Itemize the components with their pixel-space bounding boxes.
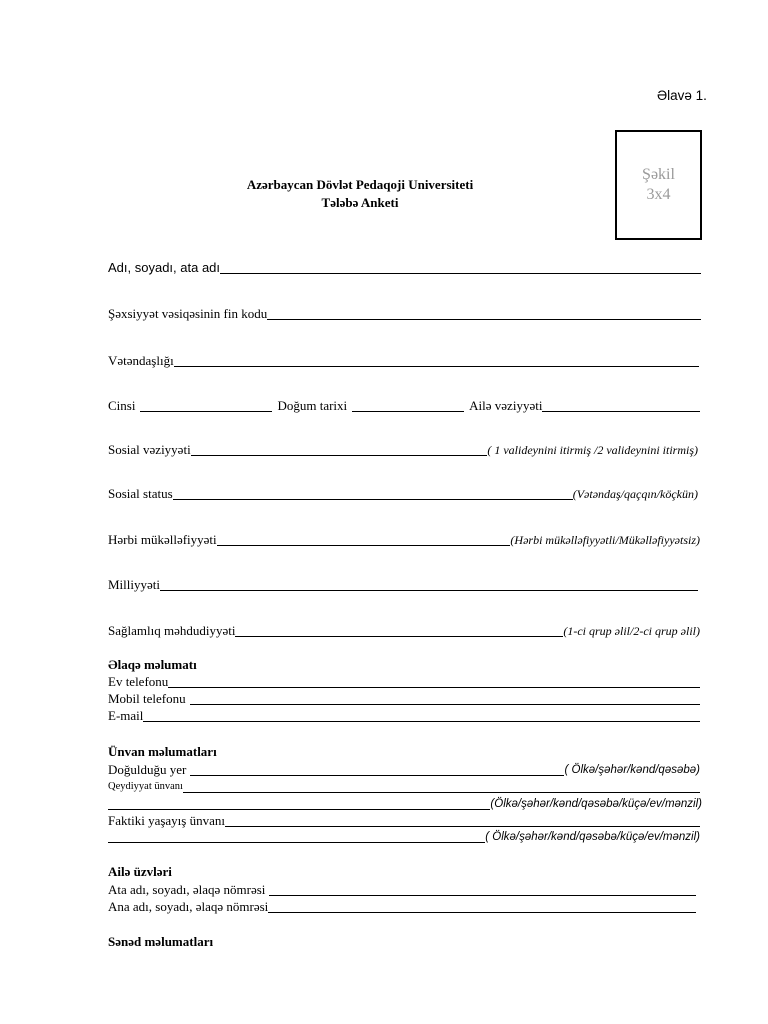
fin-code-label: Şəxsiyyət vəsiqəsinin fin kodu [108, 306, 268, 321]
actual-address-label: Faktiki yaşayış ünvanı [108, 813, 225, 828]
gender-birth-marital-row [108, 398, 700, 414]
health-label: Sağlamlıq məhdudiyyəti [108, 623, 236, 638]
home-phone-field[interactable] [108, 674, 700, 690]
military-label: Hərbi mükəlləfiyyəti [108, 532, 217, 547]
gender-label: Cinsi [108, 398, 136, 413]
actual-address-hint: ( Ölkə/şəhər/kənd/qəsəbə/küçə/ev/mənzil) [485, 831, 700, 843]
father-field[interactable] [108, 882, 696, 898]
fin-code-field[interactable] [108, 306, 701, 322]
appendix-label: Əlavə 1. [657, 88, 707, 103]
photo-placeholder [615, 130, 702, 240]
family-heading: Ailə üzvləri [108, 864, 172, 879]
citizenship-field[interactable] [108, 353, 699, 369]
birth-date-label: Doğum tarixi [277, 398, 348, 413]
mother-line[interactable] [268, 900, 696, 913]
contact-heading: Əlaqə məlumatı [108, 657, 197, 672]
registration-line-2[interactable] [108, 796, 702, 812]
social-status-field[interactable] [108, 486, 698, 502]
mobile-phone-line[interactable] [190, 692, 700, 705]
home-phone-label: Ev telefonu [108, 674, 169, 689]
university-title: Azərbaycan Dövlət Pedaqoji Universiteti [246, 177, 474, 192]
registration-line[interactable] [183, 780, 700, 793]
health-line[interactable] [235, 624, 563, 637]
registration-field[interactable] [108, 779, 700, 795]
health-hint: (1-ci qrup əlil/2-ci qrup əlil) [563, 624, 700, 638]
social-condition-hint: ( 1 valideynini itirmiş /2 valideynini itirmiş) [487, 443, 698, 457]
social-status-label: Sosial status [108, 486, 173, 501]
father-line[interactable] [269, 883, 696, 896]
father-label: Ata adı, soyadı, əlaqə nömrəsi [108, 882, 266, 897]
documents-heading: Sənəd məlumatları [108, 934, 214, 949]
birthplace-hint: ( Ölkə/şəhər/kənd/qəsəbə) [564, 764, 700, 776]
full-name-field[interactable] [108, 260, 701, 276]
full-name-line[interactable] [220, 261, 701, 274]
military-hint: (Hərbi mükəlləfiyyətli/Mükəlləfiyyətsiz) [510, 533, 700, 547]
military-line[interactable] [217, 533, 511, 546]
nationality-line[interactable] [160, 578, 698, 591]
social-condition-line[interactable] [191, 443, 488, 456]
gender-line[interactable] [140, 399, 272, 412]
marital-status-line[interactable] [542, 399, 700, 412]
fin-code-line[interactable] [267, 307, 701, 320]
mobile-phone-label: Mobil telefonu [108, 691, 186, 706]
nationality-label: Milliyyəti [108, 577, 160, 592]
full-name-label: Adı, soyadı, ata adı [108, 260, 221, 275]
email-line[interactable] [143, 709, 700, 722]
social-status-line[interactable] [173, 487, 573, 500]
actual-address-line-2-underline[interactable] [108, 830, 485, 843]
nationality-field[interactable] [108, 577, 698, 593]
birthplace-label: Doğulduğu yer [108, 762, 187, 777]
email-field[interactable] [108, 708, 700, 724]
birth-date-line[interactable] [352, 399, 464, 412]
address-heading: Ünvan məlumatları [108, 744, 217, 759]
form-title: Tələbə Anketi [321, 195, 399, 210]
registration-label: Qeydiyyat ünvanı [108, 781, 183, 792]
mother-label: Ana adı, soyadı, əlaqə nömrəsi [108, 899, 269, 914]
military-field[interactable] [108, 532, 700, 548]
photo-label: Şəkil [642, 166, 675, 183]
social-condition-label: Sosial vəziyyəti [108, 442, 191, 457]
citizenship-line[interactable] [174, 354, 699, 367]
registration-line-2-underline[interactable] [108, 797, 490, 810]
email-label: E-mail [108, 708, 144, 723]
home-phone-line[interactable] [168, 675, 700, 688]
birthplace-line[interactable] [190, 763, 564, 776]
photo-size-label: 3x4 [646, 186, 671, 203]
mobile-phone-field[interactable] [108, 691, 700, 707]
health-field[interactable] [108, 623, 700, 639]
actual-address-line-2[interactable] [108, 829, 700, 845]
social-condition-field[interactable] [108, 442, 698, 458]
actual-address-line[interactable] [225, 814, 700, 827]
mother-field[interactable] [108, 899, 696, 915]
social-status-hint: (Vətəndaş/qaçqın/köçkün) [572, 487, 698, 501]
citizenship-label: Vətəndaşlığı [108, 353, 174, 368]
actual-address-field[interactable] [108, 813, 700, 829]
registration-hint: (Ölkə/şəhər/kənd/qəsəbə/küçə/ev/mənzil) [490, 798, 702, 810]
marital-status-label: Ailə vəziyyəti [469, 398, 543, 413]
birthplace-field[interactable] [108, 762, 700, 778]
